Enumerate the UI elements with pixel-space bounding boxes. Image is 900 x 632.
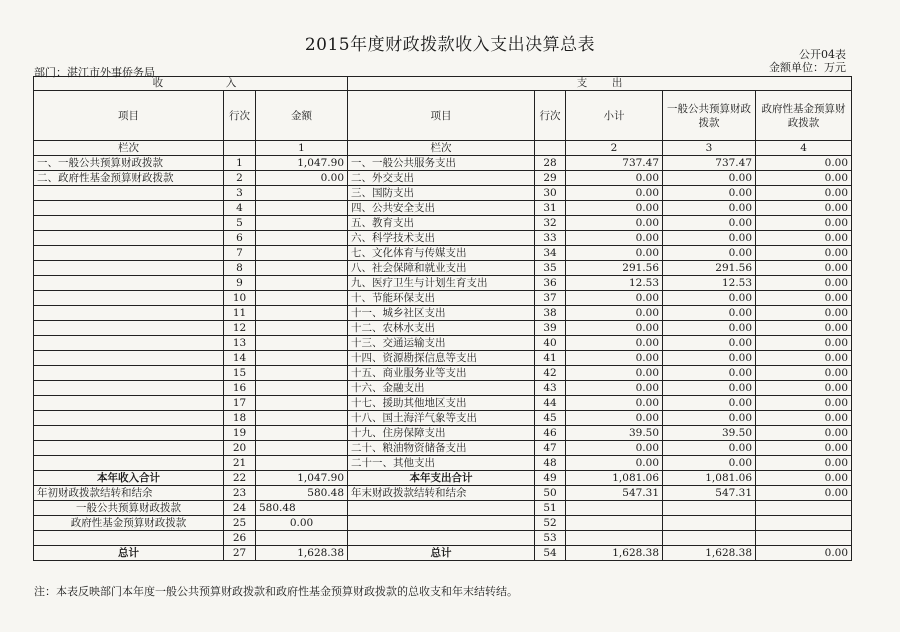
expense-general: 12.53 — [663, 276, 756, 291]
col-index-2: 2 — [566, 141, 663, 156]
expense-row-no: 44 — [535, 396, 566, 411]
form-code: 公开04表 — [799, 48, 846, 61]
expense-subtotal: 39.50 — [566, 426, 663, 441]
grand-total-label-expense: 总计 — [348, 546, 535, 561]
expense-general: 0.00 — [663, 321, 756, 336]
expense-general: 0.00 — [663, 366, 756, 381]
blank-cell — [348, 501, 535, 516]
expense-item: 八、社会保障和就业支出 — [348, 261, 535, 276]
expense-total-fund: 0.00 — [756, 471, 852, 486]
table-row — [34, 456, 852, 471]
expense-general: 0.00 — [663, 381, 756, 396]
grand-total-label-income: 总计 — [34, 546, 224, 561]
income-total-label: 本年收入合计 — [34, 471, 224, 486]
expense-total-label: 本年支出合计 — [348, 471, 535, 486]
expense-fund: 0.00 — [756, 306, 852, 321]
table-body — [34, 156, 852, 471]
expense-group-left: 支 — [576, 77, 588, 89]
expense-general: 0.00 — [663, 246, 756, 261]
table-row — [34, 411, 852, 426]
expense-item: 十二、农林水支出 — [348, 321, 535, 336]
expense-row-no: 30 — [535, 186, 566, 201]
col-header-general-budget: 一般公共预算财政拨款 — [663, 91, 756, 141]
income-amount — [256, 336, 348, 351]
expense-subtotal: 0.00 — [566, 366, 663, 381]
blank-cell — [663, 531, 756, 546]
blank-cell — [663, 501, 756, 516]
table-row — [34, 486, 852, 501]
expense-subtotal: 0.00 — [566, 381, 663, 396]
table-row — [34, 216, 852, 231]
income-row-no: 10 — [224, 291, 256, 306]
budget-table — [33, 76, 852, 561]
expense-subtotal: 12.53 — [566, 276, 663, 291]
expense-subtotal: 0.00 — [566, 441, 663, 456]
expense-fund: 0.00 — [756, 411, 852, 426]
expense-row-no: 31 — [535, 201, 566, 216]
expense-item: 十七、援助其他地区支出 — [348, 396, 535, 411]
expense-fund: 0.00 — [756, 156, 852, 171]
table-row — [34, 291, 852, 306]
table-row — [34, 471, 852, 486]
expense-fund: 0.00 — [756, 396, 852, 411]
expense-subtotal: 0.00 — [566, 411, 663, 426]
expense-fund: 0.00 — [756, 321, 852, 336]
expense-general: 737.47 — [663, 156, 756, 171]
table-row — [34, 321, 852, 336]
blank-cell — [663, 516, 756, 531]
expense-subtotal: 0.00 — [566, 201, 663, 216]
income-amount — [256, 321, 348, 336]
col-index-1: 1 — [256, 141, 348, 156]
income-item — [34, 321, 224, 336]
expense-item: 十九、住房保障支出 — [348, 426, 535, 441]
group-header-row — [34, 77, 852, 91]
expense-subtotal: 737.47 — [566, 156, 663, 171]
expense-row-no: 43 — [535, 381, 566, 396]
expense-subtotal: 0.00 — [566, 396, 663, 411]
income-amount — [256, 261, 348, 276]
expense-subtotal: 0.00 — [566, 246, 663, 261]
table-row — [34, 441, 852, 456]
income-row-no: 8 — [224, 261, 256, 276]
income-amount: 0.00 — [256, 171, 348, 186]
expense-row-no: 29 — [535, 171, 566, 186]
income-group-left: 收 — [152, 77, 164, 89]
income-row-no: 18 — [224, 411, 256, 426]
expense-fund: 0.00 — [756, 246, 852, 261]
income-amount — [256, 201, 348, 216]
income-item — [34, 276, 224, 291]
income-row-no: 3 — [224, 186, 256, 201]
income-amount — [256, 186, 348, 201]
table-row — [34, 501, 852, 516]
income-amount — [256, 246, 348, 261]
exp-col-label: 栏次 — [348, 141, 535, 156]
income-row-no: 1 — [224, 156, 256, 171]
grand-total-no-expense: 54 — [535, 546, 566, 561]
income-group-header — [34, 77, 348, 91]
income-row-no: 2 — [224, 171, 256, 186]
income-row-no: 14 — [224, 351, 256, 366]
begin-balance-no: 23 — [224, 486, 256, 501]
col-header-row-no: 行次 — [224, 91, 256, 141]
table-row — [34, 426, 852, 441]
end-fund-no: 52 — [535, 516, 566, 531]
income-item — [34, 291, 224, 306]
expense-row-no: 35 — [535, 261, 566, 276]
column-header-row — [34, 91, 852, 141]
begin-balance-amount: 580.48 — [256, 486, 348, 501]
expense-fund: 0.00 — [756, 441, 852, 456]
income-total-amount: 1,047.90 — [256, 471, 348, 486]
expense-item: 四、公共安全支出 — [348, 201, 535, 216]
income-amount — [256, 396, 348, 411]
blank-cell — [256, 531, 348, 546]
income-row-no: 4 — [224, 201, 256, 216]
expense-item: 二、外交支出 — [348, 171, 535, 186]
income-row-no: 17 — [224, 396, 256, 411]
exp-col-label-blank — [535, 141, 566, 156]
income-total-no: 22 — [224, 471, 256, 486]
expense-row-no: 40 — [535, 336, 566, 351]
grand-total-general: 1,628.38 — [663, 546, 756, 561]
income-group-right: 入 — [225, 77, 237, 89]
expense-row-no: 32 — [535, 216, 566, 231]
expense-subtotal: 0.00 — [566, 291, 663, 306]
expense-fund: 0.00 — [756, 351, 852, 366]
end-balance-no: 50 — [535, 486, 566, 501]
income-row-no: 19 — [224, 426, 256, 441]
income-row-no: 11 — [224, 306, 256, 321]
end-general-no: 51 — [535, 501, 566, 516]
expense-item: 三、国防支出 — [348, 186, 535, 201]
grand-total-no-income: 27 — [224, 546, 256, 561]
begin-general-no: 24 — [224, 501, 256, 516]
expense-subtotal: 0.00 — [566, 351, 663, 366]
expense-row-no: 41 — [535, 351, 566, 366]
col-header-amount: 金额 — [256, 91, 348, 141]
income-row-no: 7 — [224, 246, 256, 261]
income-amount — [256, 231, 348, 246]
begin-fund-no: 25 — [224, 516, 256, 531]
col-index-3: 3 — [663, 141, 756, 156]
expense-row-no: 36 — [535, 276, 566, 291]
expense-total-general: 1,081.06 — [663, 471, 756, 486]
income-row-no: 5 — [224, 216, 256, 231]
grand-total-amount-income: 1,628.38 — [256, 546, 348, 561]
expense-item: 十三、交通运输支出 — [348, 336, 535, 351]
expense-row-no: 28 — [535, 156, 566, 171]
table-row — [34, 246, 852, 261]
expense-row-no: 34 — [535, 246, 566, 261]
end-balance-subtotal: 547.31 — [566, 486, 663, 501]
table-row — [34, 231, 852, 246]
table-row — [34, 306, 852, 321]
blank-cell — [566, 531, 663, 546]
income-row-no: 15 — [224, 366, 256, 381]
blank-cell — [348, 531, 535, 546]
expense-subtotal: 0.00 — [566, 216, 663, 231]
amount-unit: 金额单位：万元 — [769, 61, 846, 74]
income-item — [34, 186, 224, 201]
expense-subtotal: 0.00 — [566, 336, 663, 351]
expense-general: 0.00 — [663, 291, 756, 306]
expense-subtotal: 0.00 — [566, 231, 663, 246]
expense-subtotal: 0.00 — [566, 456, 663, 471]
table-row — [34, 171, 852, 186]
income-item — [34, 396, 224, 411]
table-row — [34, 516, 852, 531]
expense-item: 十四、资源勘探信息等支出 — [348, 351, 535, 366]
income-amount — [256, 216, 348, 231]
income-item — [34, 426, 224, 441]
expense-general: 0.00 — [663, 351, 756, 366]
income-item — [34, 441, 224, 456]
expense-fund: 0.00 — [756, 336, 852, 351]
income-amount — [256, 366, 348, 381]
expense-fund: 0.00 — [756, 201, 852, 216]
expense-row-no: 42 — [535, 366, 566, 381]
col-label: 栏次 — [34, 141, 224, 156]
expense-row-no: 38 — [535, 306, 566, 321]
grand-total-subtotal: 1,628.38 — [566, 546, 663, 561]
expense-general: 39.50 — [663, 426, 756, 441]
expense-group-header — [348, 77, 852, 91]
expense-item: 二十、粮油物资储备支出 — [348, 441, 535, 456]
blank-cell — [756, 516, 852, 531]
blank-cell — [756, 531, 852, 546]
col-header-subtotal: 小计 — [566, 91, 663, 141]
expense-row-no: 37 — [535, 291, 566, 306]
footnote: 注：本表反映部门本年度一般公共预算财政拨款和政府性基金预算财政拨款的总收支和年末结转结。 — [34, 585, 518, 598]
table-row — [34, 396, 852, 411]
blank-cell — [756, 501, 852, 516]
blank-cell — [566, 501, 663, 516]
income-item — [34, 351, 224, 366]
expense-total-subtotal: 1,081.06 — [566, 471, 663, 486]
expense-item: 十一、城乡社区支出 — [348, 306, 535, 321]
expense-fund: 0.00 — [756, 366, 852, 381]
expense-item: 五、教育支出 — [348, 216, 535, 231]
blank-cell — [566, 516, 663, 531]
expense-fund: 0.00 — [756, 216, 852, 231]
end-balance-general: 547.31 — [663, 486, 756, 501]
income-row-no: 6 — [224, 231, 256, 246]
expense-item: 十八、国土海洋气象等支出 — [348, 411, 535, 426]
income-item — [34, 216, 224, 231]
income-item: 一、一般公共预算财政拨款 — [34, 156, 224, 171]
col-label-blank — [224, 141, 256, 156]
expense-fund: 0.00 — [756, 426, 852, 441]
expense-row-no: 48 — [535, 456, 566, 471]
table-row — [34, 186, 852, 201]
income-item — [34, 201, 224, 216]
income-amount — [256, 426, 348, 441]
expense-general: 291.56 — [663, 261, 756, 276]
blank-row-no: 26 — [224, 531, 256, 546]
income-row-no: 16 — [224, 381, 256, 396]
table-row — [34, 546, 852, 561]
expense-fund: 0.00 — [756, 231, 852, 246]
income-row-no: 12 — [224, 321, 256, 336]
blank-row-ex-no: 53 — [535, 531, 566, 546]
expense-subtotal: 0.00 — [566, 171, 663, 186]
expense-fund: 0.00 — [756, 261, 852, 276]
income-item — [34, 336, 224, 351]
table-row — [34, 366, 852, 381]
expense-general: 0.00 — [663, 411, 756, 426]
expense-item: 二十一、其他支出 — [348, 456, 535, 471]
expense-general: 0.00 — [663, 171, 756, 186]
income-item — [34, 411, 224, 426]
begin-fund-amount: 0.00 — [256, 516, 348, 531]
expense-general: 0.00 — [663, 216, 756, 231]
table-row — [34, 156, 852, 171]
income-item: 二、政府性基金预算财政拨款 — [34, 171, 224, 186]
grand-total-fund: 0.00 — [756, 546, 852, 561]
expense-fund: 0.00 — [756, 276, 852, 291]
income-amount: 1,047.90 — [256, 156, 348, 171]
expense-item: 七、文化体育与传媒支出 — [348, 246, 535, 261]
expense-item: 一、一般公共服务支出 — [348, 156, 535, 171]
expense-fund: 0.00 — [756, 171, 852, 186]
expense-subtotal: 0.00 — [566, 186, 663, 201]
expense-general: 0.00 — [663, 186, 756, 201]
begin-general-amount: 580.48 — [256, 501, 348, 516]
income-amount — [256, 306, 348, 321]
expense-row-no: 46 — [535, 426, 566, 441]
income-item — [34, 381, 224, 396]
expense-row-no: 45 — [535, 411, 566, 426]
income-amount — [256, 351, 348, 366]
income-item — [34, 456, 224, 471]
col-index-4: 4 — [756, 141, 852, 156]
income-amount — [256, 441, 348, 456]
income-item — [34, 231, 224, 246]
expense-item: 十、节能环保支出 — [348, 291, 535, 306]
column-index-row — [34, 141, 852, 156]
expense-item: 十五、商业服务业等支出 — [348, 366, 535, 381]
expense-general: 0.00 — [663, 201, 756, 216]
income-amount — [256, 456, 348, 471]
income-row-no: 9 — [224, 276, 256, 291]
table-row — [34, 381, 852, 396]
income-row-no: 20 — [224, 441, 256, 456]
income-item — [34, 366, 224, 381]
end-balance-fund: 0.00 — [756, 486, 852, 501]
table-row — [34, 261, 852, 276]
expense-row-no: 39 — [535, 321, 566, 336]
expense-group-right: 出 — [611, 77, 623, 89]
expense-fund: 0.00 — [756, 291, 852, 306]
expense-fund: 0.00 — [756, 456, 852, 471]
expense-general: 0.00 — [663, 306, 756, 321]
expense-subtotal: 0.00 — [566, 306, 663, 321]
page-title: 2015年度财政拨款收入支出决算总表 — [304, 35, 596, 55]
income-item — [34, 246, 224, 261]
expense-item: 六、科学技术支出 — [348, 231, 535, 246]
expense-general: 0.00 — [663, 441, 756, 456]
expense-fund: 0.00 — [756, 186, 852, 201]
col-header-exp-item: 项目 — [348, 91, 535, 141]
end-balance-label: 年末财政拨款结转和结余 — [348, 486, 535, 501]
expense-row-no: 47 — [535, 441, 566, 456]
expense-row-no: 33 — [535, 231, 566, 246]
income-amount — [256, 411, 348, 426]
income-amount — [256, 291, 348, 306]
col-header-fund-budget: 政府性基金预算财政拨款 — [756, 91, 852, 141]
begin-balance-label: 年初财政拨款结转和结余 — [34, 486, 224, 501]
expense-general: 0.00 — [663, 396, 756, 411]
expense-fund: 0.00 — [756, 381, 852, 396]
expense-general: 0.00 — [663, 231, 756, 246]
blank-cell — [34, 531, 224, 546]
income-row-no: 13 — [224, 336, 256, 351]
department-label: 部门：湛江市外事侨务局 — [34, 66, 155, 79]
expense-general: 0.00 — [663, 456, 756, 471]
col-header-exp-row-no: 行次 — [535, 91, 566, 141]
income-row-no: 21 — [224, 456, 256, 471]
expense-subtotal: 0.00 — [566, 321, 663, 336]
income-item — [34, 261, 224, 276]
expense-total-no: 49 — [535, 471, 566, 486]
table-row — [34, 531, 852, 546]
expense-item: 九、医疗卫生与计划生育支出 — [348, 276, 535, 291]
col-header-item: 项目 — [34, 91, 224, 141]
table-row — [34, 201, 852, 216]
begin-general-label: 一般公共预算财政拨款 — [34, 501, 224, 516]
blank-cell — [348, 516, 535, 531]
table-row — [34, 336, 852, 351]
table-row — [34, 351, 852, 366]
expense-subtotal: 291.56 — [566, 261, 663, 276]
income-amount — [256, 276, 348, 291]
expense-item: 十六、金融支出 — [348, 381, 535, 396]
begin-fund-label: 政府性基金预算财政拨款 — [34, 516, 224, 531]
table-row — [34, 276, 852, 291]
expense-general: 0.00 — [663, 336, 756, 351]
income-amount — [256, 381, 348, 396]
income-item — [34, 306, 224, 321]
